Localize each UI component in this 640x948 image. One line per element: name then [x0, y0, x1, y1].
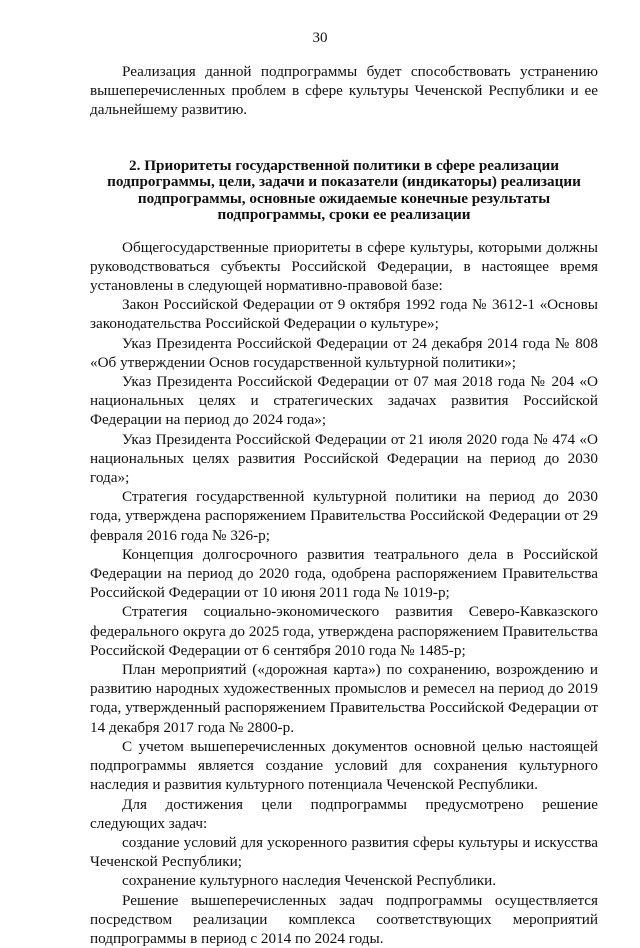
paragraph-decree-474: Указ Президента Российской Федерации от 21 июля 2020 года № 474 «О национальных целях развития Российской Федерации на период до 2030 года»;	[90, 430, 598, 487]
paragraph-roadmap: План мероприятий («дорожная карта») по сохранению, возрождению и развитию народных художественных промыслов и ремесел на период до 2019 года, утвержденный распоряжением Правительства Российской Федерации от 14 декабря 2017 года № 2800-р.	[90, 661, 598, 736]
paragraph-decree-808: Указ Президента Российской Федерации от 24 декабря 2014 года № 808 «Об утверждении Основ государственной культурной политики»;	[90, 334, 598, 371]
paragraph-law-culture: Закон Российской Федерации от 9 октября 1992 года № 3612-1 «Основы законодательства Российской Федерации о культуре»;	[90, 296, 598, 333]
page-number: 30	[312, 30, 328, 46]
paragraph-implementation: Решение вышеперечисленных задач подпрограммы осуществляется посредством реализации комплекса соответствующих мероприятий подпрограммы в период с 2014 по 2024 годы.	[90, 891, 598, 947]
paragraph-base-list: Общегосударственные приоритеты в сфере культуры, которыми должны руководствоваться субъекты Российской Федерации, в настоящее время установлены в следующей нормативно-правовой базе:	[90, 238, 598, 295]
paragraph-task-1: создание условий для ускоренного развития сферы культуры и искусства Чеченской Республики;	[90, 833, 598, 871]
paragraph-decree-204: Указ Президента Российской Федерации от 07 мая 2018 года № 204 «О национальных целях и стратегических задачах развития Российской Федерации на период до 2024 года»;	[90, 373, 598, 429]
document-body	[90, 62, 598, 948]
paragraph-task-2: сохранение культурного наследия Чеченской Республики.	[122, 872, 497, 890]
paragraph-skfo-strategy: Стратегия социально-экономического развития Северо-Кавказского федерального округа до 2025 года, утверждена распоряжением Правительства Российской Федерации от 6 сентября 2010 года № 1485-р;	[90, 603, 598, 659]
paragraph-tasks-intro: Для достижения цели подпрограммы предусмотрено решение следующих задач:	[90, 795, 598, 832]
paragraph-strategy-2030: Стратегия государственной культурной политики на период до 2030 года, утверждена распоряжением Правительства Российской Федерации от 29 февраля 2016 года № 326-р;	[90, 488, 598, 544]
paragraph-main-goal: С учетом вышеперечисленных документов основной целью настоящей подпрограммы является создание условий для сохранения культурного наследия и развития культурного потенциала Чеченской Республики.	[90, 737, 598, 794]
paragraph-theatre-concept: Концепция долгосрочного развития театрального дела в Российской Федерации на период до 2020 года, одобрена распоряжением Правительства Российской Федерации от 10 июня 2011 года № 1019-р;	[90, 545, 598, 602]
intro-paragraph: Реализация данной подпрограммы будет способствовать устранению вышеперечисленных проблем в сфере культуры Чеченской Республики и ее дальнейшему развитию.	[90, 63, 598, 119]
section-heading: 2. Приоритеты государственной политики в сфере реализации подпрограммы, цели, задачи и показатели (индикаторы) реализации подпрограммы, основные ожидаемые конечные результаты подпрограммы, сроки ее реализации	[107, 156, 581, 224]
